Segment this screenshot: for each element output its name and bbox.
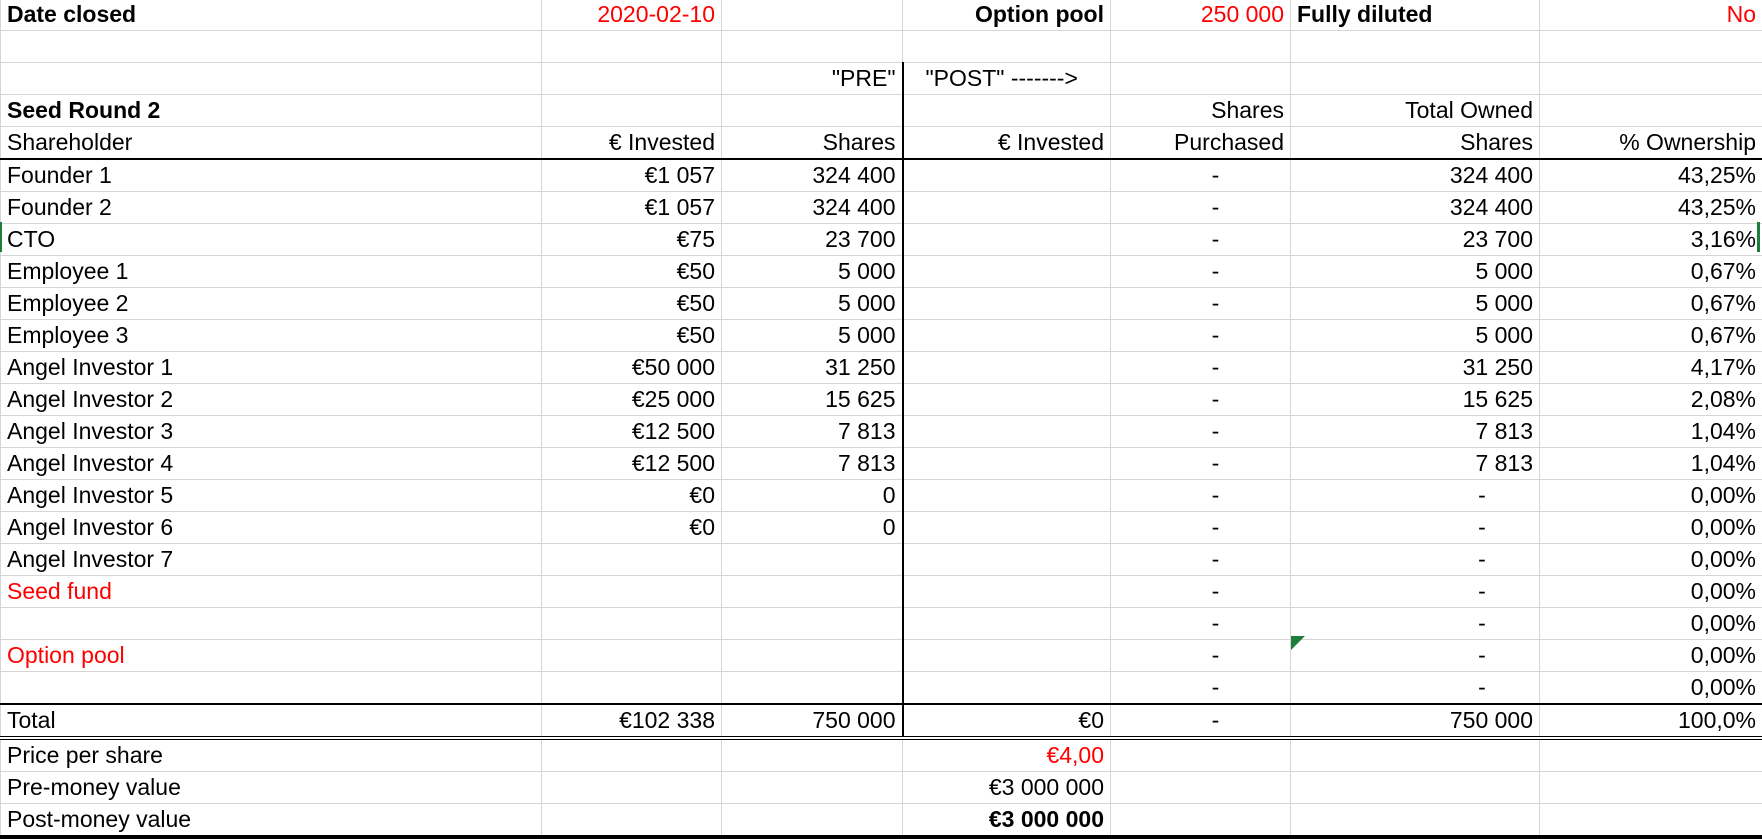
post-invested-cell[interactable] <box>903 192 1111 224</box>
ownership-cell[interactable]: 43,25% <box>1540 192 1762 224</box>
blank-row <box>1 31 1762 63</box>
pre-shares-cell[interactable]: 15 625 <box>722 384 903 416</box>
cell[interactable] <box>1540 31 1762 63</box>
shares-purchased-cell[interactable]: - <box>1111 224 1291 256</box>
ownership-cell[interactable]: 0,00% <box>1540 672 1762 705</box>
shareholder-name[interactable]: Founder 2 <box>1 192 542 224</box>
total-owned[interactable]: 750 000 <box>1291 704 1540 738</box>
pre-shares-cell[interactable]: 7 813 <box>722 448 903 480</box>
cell[interactable] <box>722 95 903 127</box>
shareholder-name[interactable]: CTO <box>1 224 542 256</box>
pre-invested-cell[interactable]: €50 <box>542 320 722 352</box>
fully-diluted-label[interactable]: Fully diluted <box>1291 0 1540 31</box>
total-row <box>1 704 1762 738</box>
post-money-row <box>1 804 1762 838</box>
pre-invested-cell[interactable]: €1 057 <box>542 159 722 192</box>
total-owned-cell[interactable]: 23 700 <box>1291 224 1540 256</box>
pre-invested-cell[interactable]: €50 000 <box>542 352 722 384</box>
section-title[interactable]: Seed Round 2 <box>1 95 542 127</box>
total-label[interactable]: Total <box>1 704 542 738</box>
post-invested-cell[interactable] <box>903 416 1111 448</box>
date-closed-label[interactable]: Date closed <box>1 0 542 31</box>
table-row <box>1 672 1762 705</box>
pre-invested-cell[interactable]: €25 000 <box>542 384 722 416</box>
option-pool-label[interactable]: Option pool <box>903 0 1111 31</box>
total-owned-cell[interactable]: 31 250 <box>1291 352 1540 384</box>
shareholder-name[interactable]: Employee 1 <box>1 256 542 288</box>
shareholder-name[interactable]: Angel Investor 5 <box>1 480 542 512</box>
cell[interactable] <box>1291 804 1540 838</box>
shareholder-rows <box>1 159 1762 704</box>
shareholder-name[interactable]: Option pool <box>1 640 542 672</box>
cell[interactable] <box>1540 95 1762 127</box>
header-row <box>1 0 1762 31</box>
post-invested-cell[interactable] <box>903 640 1111 672</box>
pre-label[interactable]: "PRE" <box>722 63 903 95</box>
table-row <box>1 448 1762 480</box>
shareholder-name[interactable] <box>1 672 542 705</box>
total-owned-cell[interactable]: 5 000 <box>1291 256 1540 288</box>
pre-invested-cell[interactable] <box>542 544 722 576</box>
ownership-cell[interactable]: 0,00% <box>1540 480 1762 512</box>
table-row <box>1 288 1762 320</box>
table-row <box>1 576 1762 608</box>
total-invested[interactable]: €102 338 <box>542 704 722 738</box>
pre-invested-cell[interactable]: €0 <box>542 512 722 544</box>
cell[interactable] <box>1291 31 1540 63</box>
date-closed-value[interactable]: 2020-02-10 <box>542 0 722 31</box>
cell[interactable] <box>542 772 722 804</box>
cell[interactable] <box>542 804 722 838</box>
shares-purchased-cell[interactable]: - <box>1111 512 1291 544</box>
pre-invested-cell[interactable] <box>542 608 722 640</box>
cell[interactable] <box>903 31 1111 63</box>
ownership-cell[interactable]: 1,04% <box>1540 448 1762 480</box>
ownership-cell[interactable]: 1,04% <box>1540 416 1762 448</box>
cell[interactable] <box>1540 738 1762 772</box>
ownership-cell[interactable]: 4,17% <box>1540 352 1762 384</box>
shares-purchased-cell[interactable]: - <box>1111 416 1291 448</box>
table-row <box>1 192 1762 224</box>
post-invested-cell[interactable] <box>903 448 1111 480</box>
shareholder-name[interactable]: Angel Investor 1 <box>1 352 542 384</box>
post-invested-cell[interactable] <box>903 384 1111 416</box>
post-invested-cell[interactable] <box>903 224 1111 256</box>
table-row <box>1 608 1762 640</box>
table-row <box>1 224 1762 256</box>
total-owned-cell[interactable]: - <box>1291 480 1540 512</box>
total-owned-cell[interactable]: 7 813 <box>1291 416 1540 448</box>
cell[interactable] <box>722 31 903 63</box>
shares-purchased-cell[interactable]: - <box>1111 480 1291 512</box>
shareholder-name[interactable]: Founder 1 <box>1 159 542 192</box>
pre-shares-cell[interactable]: 324 400 <box>722 192 903 224</box>
ownership-cell[interactable]: 43,25% <box>1540 159 1762 192</box>
comment-indicator-icon[interactable] <box>1291 636 1305 650</box>
shareholder-name[interactable]: Employee 2 <box>1 288 542 320</box>
ownership-cell[interactable]: 0,67% <box>1540 288 1762 320</box>
ownership-cell[interactable]: 0,00% <box>1540 608 1762 640</box>
option-pool-value[interactable]: 250 000 <box>1111 0 1291 31</box>
pre-shares-cell[interactable]: 5 000 <box>722 288 903 320</box>
cell[interactable] <box>1111 804 1291 838</box>
table-row <box>1 640 1762 672</box>
cell[interactable] <box>722 804 903 838</box>
ownership-cell[interactable]: 0,00% <box>1540 544 1762 576</box>
ownership-cell[interactable]: 0,00% <box>1540 640 1762 672</box>
total-owned-cell[interactable]: 5 000 <box>1291 320 1540 352</box>
cell[interactable] <box>1 63 542 95</box>
total-owned-cell[interactable]: - <box>1291 608 1540 640</box>
pre-invested-cell[interactable] <box>542 640 722 672</box>
total-owned-cell[interactable]: - <box>1291 512 1540 544</box>
table-row <box>1 256 1762 288</box>
total-owned-cell[interactable]: 5 000 <box>1291 288 1540 320</box>
shares-purchased-cell[interactable]: - <box>1111 320 1291 352</box>
table-row <box>1 352 1762 384</box>
shareholder-name[interactable]: Angel Investor 6 <box>1 512 542 544</box>
ownership-cell[interactable]: 3,16% <box>1540 224 1762 256</box>
pre-shares-header[interactable]: Shares <box>722 127 903 160</box>
total-owned-cell[interactable]: - <box>1291 640 1540 672</box>
shareholder-name[interactable]: Angel Investor 3 <box>1 416 542 448</box>
shares-purchased-cell[interactable]: - <box>1111 640 1291 672</box>
pre-shares-cell[interactable]: 5 000 <box>722 320 903 352</box>
shareholder-header[interactable]: Shareholder <box>1 127 542 160</box>
selection-edge-left <box>0 222 2 252</box>
shares-purchased-cell[interactable]: - <box>1111 672 1291 705</box>
pre-shares-cell[interactable] <box>722 640 903 672</box>
section-title-row <box>1 95 1762 127</box>
total-owned-cell[interactable]: 7 813 <box>1291 448 1540 480</box>
cell[interactable] <box>1291 738 1540 772</box>
ownership-cell[interactable]: 0,67% <box>1540 320 1762 352</box>
table-row <box>1 512 1762 544</box>
shareholder-name[interactable]: Angel Investor 4 <box>1 448 542 480</box>
post-invested-cell[interactable] <box>903 576 1111 608</box>
cell[interactable] <box>722 738 903 772</box>
shareholder-name[interactable]: Employee 3 <box>1 320 542 352</box>
cell[interactable] <box>542 31 722 63</box>
pre-invested-cell[interactable]: €75 <box>542 224 722 256</box>
post-invested-cell[interactable] <box>903 544 1111 576</box>
price-value[interactable]: €4,00 <box>903 738 1111 772</box>
pre-invested-cell[interactable]: €12 500 <box>542 448 722 480</box>
shares-purchased-cell[interactable]: - <box>1111 544 1291 576</box>
ownership-cell[interactable]: 0,00% <box>1540 512 1762 544</box>
price-row <box>1 738 1762 772</box>
total-owned-header-top[interactable]: Total Owned <box>1291 95 1540 127</box>
total-owned-cell[interactable]: - <box>1291 672 1540 705</box>
post-money-label[interactable]: Post-money value <box>1 804 542 838</box>
pre-invested-cell[interactable] <box>542 576 722 608</box>
shares-purchased-cell[interactable]: - <box>1111 288 1291 320</box>
shares-purchased-cell[interactable]: - <box>1111 384 1291 416</box>
pre-shares-cell[interactable]: 23 700 <box>722 224 903 256</box>
post-label[interactable]: "POST" -------> <box>903 63 1111 95</box>
cell[interactable] <box>1111 772 1291 804</box>
total-pct[interactable]: 100,0% <box>1540 704 1762 738</box>
cell[interactable] <box>1540 804 1762 838</box>
table-row <box>1 159 1762 192</box>
shares-purchased-header-top[interactable]: Shares <box>1111 95 1291 127</box>
table-row <box>1 320 1762 352</box>
shares-purchased-cell[interactable]: - <box>1111 352 1291 384</box>
pre-invested-header[interactable]: € Invested <box>542 127 722 160</box>
total-owned-cell[interactable]: 324 400 <box>1291 192 1540 224</box>
cell[interactable] <box>722 0 903 31</box>
pre-money-row <box>1 772 1762 804</box>
total-post-invested[interactable]: €0 <box>903 704 1111 738</box>
pre-shares-cell[interactable]: 5 000 <box>722 256 903 288</box>
post-invested-cell[interactable] <box>903 288 1111 320</box>
pre-shares-cell[interactable]: 7 813 <box>722 416 903 448</box>
cell[interactable] <box>1540 63 1762 95</box>
total-owned-cell[interactable]: - <box>1291 544 1540 576</box>
pre-invested-cell[interactable]: €12 500 <box>542 416 722 448</box>
ownership-cell[interactable]: 0,67% <box>1540 256 1762 288</box>
post-invested-cell[interactable] <box>903 608 1111 640</box>
shareholder-name[interactable]: Angel Investor 7 <box>1 544 542 576</box>
pre-money-label[interactable]: Pre-money value <box>1 772 542 804</box>
table-row <box>1 544 1762 576</box>
cell[interactable] <box>542 63 722 95</box>
table-row <box>1 416 1762 448</box>
cell[interactable] <box>1111 63 1291 95</box>
pre-invested-cell[interactable]: €50 <box>542 256 722 288</box>
total-purchased[interactable]: - <box>1111 704 1291 738</box>
post-invested-cell[interactable] <box>903 672 1111 705</box>
cell[interactable] <box>903 95 1111 127</box>
pre-shares-cell[interactable] <box>722 576 903 608</box>
shares-purchased-cell[interactable]: - <box>1111 576 1291 608</box>
total-owned-cell[interactable]: 15 625 <box>1291 384 1540 416</box>
selection-edge-right <box>1757 222 1760 252</box>
shares-purchased-cell[interactable]: - <box>1111 256 1291 288</box>
pre-invested-cell[interactable] <box>542 672 722 705</box>
pre-shares-cell[interactable]: 0 <box>722 512 903 544</box>
pre-invested-cell[interactable]: €0 <box>542 480 722 512</box>
cell[interactable] <box>722 772 903 804</box>
pre-invested-cell[interactable]: €50 <box>542 288 722 320</box>
table-row <box>1 384 1762 416</box>
ownership-cell[interactable]: 2,08% <box>1540 384 1762 416</box>
column-header-row <box>1 127 1762 160</box>
ownership-header[interactable]: % Ownership <box>1540 127 1762 160</box>
pre-shares-cell[interactable]: 31 250 <box>722 352 903 384</box>
pre-invested-cell[interactable]: €1 057 <box>542 192 722 224</box>
total-shares[interactable]: 750 000 <box>722 704 903 738</box>
pre-shares-cell[interactable] <box>722 608 903 640</box>
post-invested-cell[interactable] <box>903 512 1111 544</box>
cell[interactable] <box>1111 738 1291 772</box>
pre-shares-cell[interactable]: 0 <box>722 480 903 512</box>
table-row <box>1 480 1762 512</box>
post-invested-cell[interactable] <box>903 320 1111 352</box>
pre-money-value[interactable]: €3 000 000 <box>903 772 1111 804</box>
post-invested-cell[interactable] <box>903 352 1111 384</box>
post-invested-cell[interactable] <box>903 480 1111 512</box>
shareholder-name[interactable] <box>1 608 542 640</box>
shares-purchased-header[interactable]: Purchased <box>1111 127 1291 160</box>
shares-purchased-cell[interactable]: - <box>1111 608 1291 640</box>
cell[interactable] <box>1 31 542 63</box>
cell[interactable] <box>1291 63 1540 95</box>
shareholder-name[interactable]: Seed fund <box>1 576 542 608</box>
post-money-value[interactable]: €3 000 000 <box>903 804 1111 838</box>
ownership-cell[interactable]: 0,00% <box>1540 576 1762 608</box>
post-invested-cell[interactable] <box>903 256 1111 288</box>
total-owned-cell[interactable]: 324 400 <box>1291 159 1540 192</box>
phase-row <box>1 63 1762 95</box>
pre-shares-cell[interactable] <box>722 544 903 576</box>
total-owned-header[interactable]: Shares <box>1291 127 1540 160</box>
pre-shares-cell[interactable]: 324 400 <box>722 159 903 192</box>
shares-purchased-cell[interactable]: - <box>1111 192 1291 224</box>
post-invested-cell[interactable] <box>903 159 1111 192</box>
shareholder-name[interactable]: Angel Investor 2 <box>1 384 542 416</box>
price-label[interactable]: Price per share <box>1 738 542 772</box>
fully-diluted-value[interactable]: No <box>1540 0 1762 31</box>
shares-purchased-cell[interactable]: - <box>1111 159 1291 192</box>
pre-shares-cell[interactable] <box>722 672 903 705</box>
cell[interactable] <box>542 95 722 127</box>
cell[interactable] <box>1291 772 1540 804</box>
total-owned-cell[interactable]: - <box>1291 576 1540 608</box>
cell[interactable] <box>542 738 722 772</box>
shares-purchased-cell[interactable]: - <box>1111 448 1291 480</box>
post-invested-header[interactable]: € Invested <box>903 127 1111 160</box>
cell[interactable] <box>1540 772 1762 804</box>
cell[interactable] <box>1111 31 1291 63</box>
